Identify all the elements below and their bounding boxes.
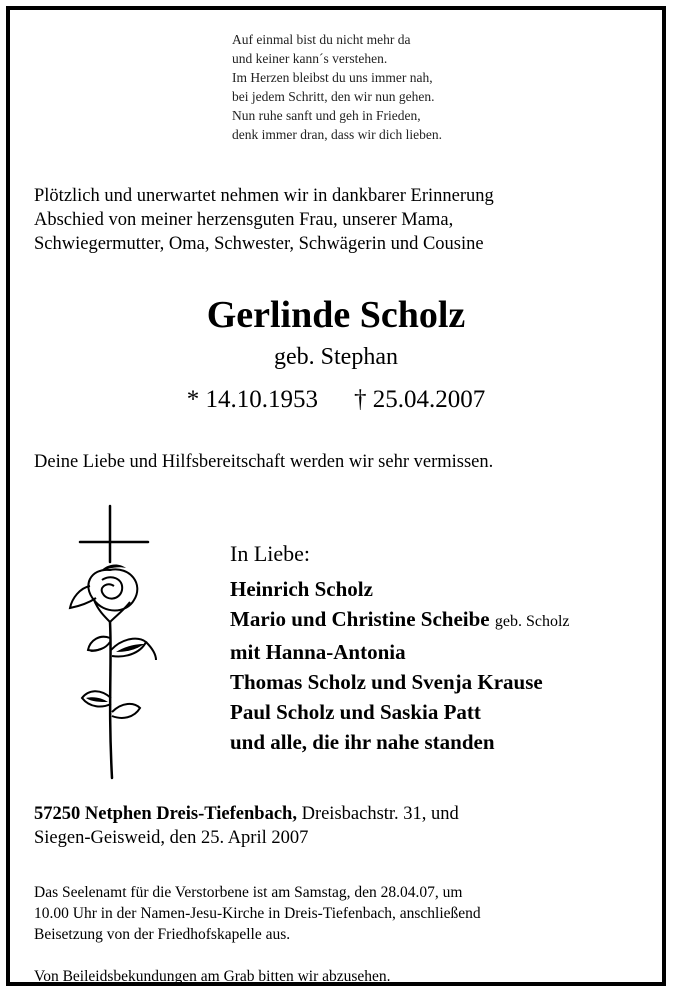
tribute-text: Deine Liebe und Hilfsbereitschaft werden wir sehr vermissen. [34, 452, 494, 472]
mourner-nee: geb. Scholz [494, 613, 570, 630]
poem-line: Im Herzen bleibst du uns immer nah, [232, 70, 433, 85]
intro-line: Schwiegermutter, Oma, Schwester, Schwägerin und Cousine [34, 234, 484, 254]
intro-text [34, 184, 654, 256]
address-street: Dreisbachstr. 31, und [301, 804, 459, 824]
mourner-line: Mario und Christine Scheibe [230, 607, 490, 631]
deceased-name: Gerlinde Scholz [206, 294, 466, 336]
poem-line: bei jedem Schritt, den wir nun gehen. [232, 89, 435, 104]
mourner-line: und alle, die ihr nahe standen [230, 730, 495, 754]
service-line: Beisetzung von der Friedhofskapelle aus. [34, 926, 291, 943]
poem [232, 30, 552, 144]
intro-line: Plötzlich und unerwartet nehmen wir in dankbarer Erinnerung [34, 186, 494, 206]
mourner-line-with-nee [230, 604, 670, 637]
poem-line: Nun ruhe sanft und geh in Frieden, [232, 108, 421, 123]
birth-date: * 14.10.1953 [186, 386, 318, 413]
death-date: † 25.04.2007 [354, 386, 486, 413]
intro-line: Abschied von meiner herzensguten Frau, unserer Mama, [34, 210, 454, 230]
condolence-notice: Von Beileidsbekundungen am Grab bitten wir abzusehen. [34, 968, 391, 985]
poem-line: Auf einmal bist du nicht mehr da [232, 32, 411, 47]
life-dates [10, 384, 662, 416]
address-date-line: Siegen-Geisweid, den 25. April 2007 [34, 828, 309, 848]
cross-with-rose-icon [60, 502, 170, 782]
service-line: Das Seelenamt für die Verstorbene ist am Samstag, den 28.04.07, um [34, 884, 463, 901]
address-place: 57250 Netphen Dreis-Tiefenbach, [34, 804, 297, 824]
maiden-name: geb. Stephan [274, 344, 398, 370]
obituary-notice [6, 6, 666, 986]
mourner-line: mit Hanna-Antonia [230, 640, 406, 664]
address-block [34, 802, 654, 850]
address-line [34, 802, 654, 826]
mourner-line: Paul Scholz und Saskia Patt [230, 700, 481, 724]
mourners-list [230, 574, 670, 757]
mourners-heading: In Liebe: [230, 541, 311, 566]
service-line: 10.00 Uhr in der Namen-Jesu-Kirche in Dreis-Tiefenbach, anschließend [34, 905, 481, 922]
service-info [34, 882, 654, 945]
poem-line: und keiner kann´s verstehen. [232, 51, 388, 66]
mourner-line: Thomas Scholz und Svenja Krause [230, 670, 543, 694]
mourner-line: Heinrich Scholz [230, 577, 373, 601]
poem-line: denk immer dran, dass wir dich lieben. [232, 127, 442, 142]
